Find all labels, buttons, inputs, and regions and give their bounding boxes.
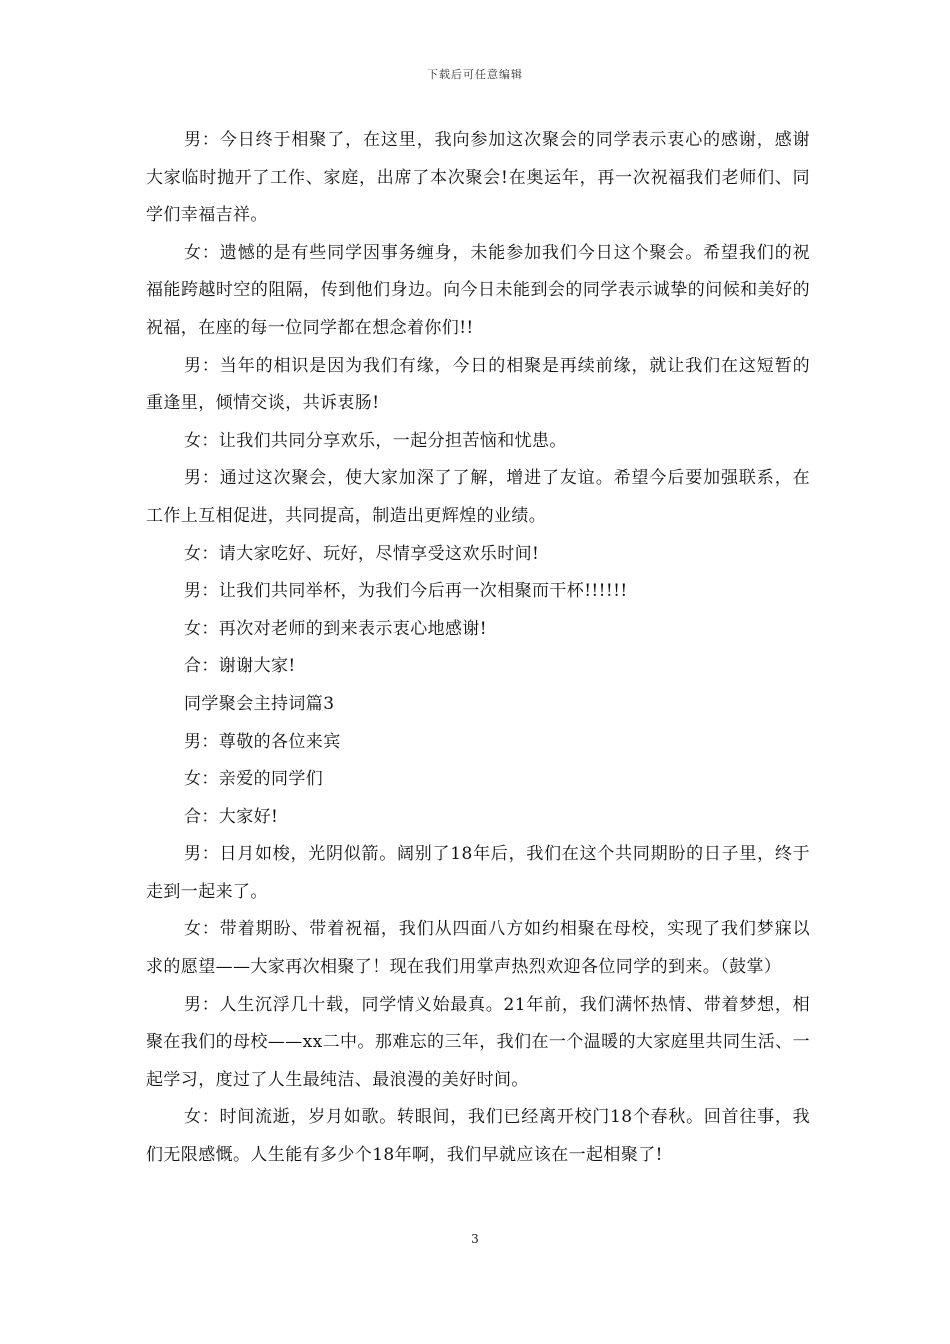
paragraph: 女：时间流逝，岁月如歌。转眼间，我们已经离开校门18个春秋。回首往事，我们无限感慨。人生能有多少个18年啊，我们早就应该在一起相聚了! [146,1107,810,1166]
paragraph: 女：让我们共同分享欢乐，一起分担苦恼和忧患。 [184,430,567,451]
section-heading: 同学聚会主持词篇3 [184,693,335,714]
paragraph: 男：让我们共同举杯，为我们今后再一次相聚而干杯!!!!!! [184,581,628,602]
paragraph: 合：谢谢大家! [184,656,296,677]
paragraph: 女：带着期盼、带着祝福，我们从四面八方如约相聚在母校，实现了我们梦寐以求的愿望——大家再次相聚了！现在我们用掌声热烈欢迎各位同学的到来。（鼓掌） [146,919,810,978]
paragraph: 男：日月如梭，光阴似箭。阔别了18年后，我们在这个共同期盼的日子里，终于走到一起来了。 [146,844,810,902]
paragraph: 女：遗憾的是有些同学因事务缠身，未能参加我们今日这个聚会。希望我们的祝福能跨越时空的阻隔，传到他们身边。向今日未能到会的同学表示诚挚的问候和美好的祝福，在座的每一位同学都在想念着你们!! [146,242,810,338]
page-number: 3 [471,1232,479,1246]
paragraph: 男：人生沉浮几十载，同学情义始最真。21年前，我们满怀热情、带着梦想，相聚在我们的母校——xx二中。那难忘的三年，我们在一个温暖的大家庭里共同生活、一起学习，度过了人生最纯洁、最浪漫的美好时间。 [146,994,810,1090]
document-body [146,122,810,1175]
header-note: 下载后可任意编辑 [427,68,523,81]
paragraph: 男：今日终于相聚了，在这里，我向参加这次聚会的同学表示衷心的感谢，感谢大家临时抛开了工作、家庭，出席了本次聚会!在奥运年，再一次祝福我们老师们、同学们幸福吉祥。 [146,130,810,226]
paragraph: 女：再次对老师的到来表示衷心地感谢! [184,618,488,639]
paragraph: 男：当年的相识是因为我们有缘，今日的相聚是再续前缘，就让我们在这短暂的重逢里，倾情交谈，共诉衷肠! [146,355,810,414]
paragraph: 男：通过这次聚会，使大家加深了了解，增进了友谊。希望今后要加强联系，在工作上互相促进，共同提高，制造出更辉煌的业绩。 [146,468,810,526]
paragraph: 女：请大家吃好、玩好，尽情享受这欢乐时间! [184,543,540,564]
paragraph: 合：大家好! [184,806,279,827]
paragraph: 男：尊敬的各位来宾 [184,731,341,752]
paragraph: 女：亲爱的同学们 [184,769,324,790]
